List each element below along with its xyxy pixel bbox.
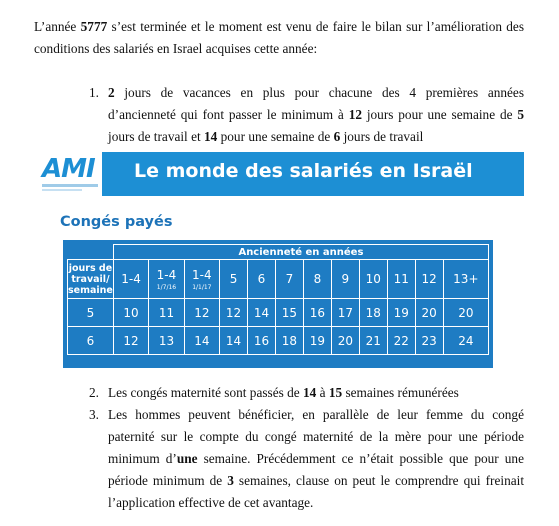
table-row xyxy=(68,299,489,327)
column-header: 1-4 1/1/17 xyxy=(184,260,219,299)
table-cell: 12 xyxy=(113,327,148,355)
column-header: 7 xyxy=(275,260,303,299)
table-cell: 14 xyxy=(184,327,219,355)
list-text: Les congés maternité sont passés de 14 à 15 semaines rémunérées xyxy=(108,385,459,400)
table-cell: 18 xyxy=(359,299,387,327)
row-label: 6 xyxy=(68,327,114,355)
table-header-title: Ancienneté en années xyxy=(113,245,488,260)
table-cell: 10 xyxy=(113,299,148,327)
table-cell: 15 xyxy=(275,299,303,327)
table-cell: 20 xyxy=(443,299,488,327)
row-label: 5 xyxy=(68,299,114,327)
table-cell: 11 xyxy=(149,299,184,327)
ami-banner xyxy=(34,152,524,196)
table-cell: 23 xyxy=(415,327,443,355)
table-cell: 17 xyxy=(331,299,359,327)
section-title: Congés payés xyxy=(60,214,173,230)
logo-decoration xyxy=(42,189,82,191)
list-text: 2 jours de vacances en plus pour chacune des 4 premières années d’ancienneté qui font passer le minimum à 12 jours pour une semaine de 5 jours de travail et 14 pour une semaine de 6 jours de travail xyxy=(108,85,524,144)
logo-decoration xyxy=(42,184,98,187)
column-header: 1-4 1/7/16 xyxy=(149,260,184,299)
table-cell: 19 xyxy=(387,299,415,327)
table-cell: 20 xyxy=(415,299,443,327)
table-cell: 18 xyxy=(275,327,303,355)
intro-text-end: s’est terminée et le moment est venu de faire le bilan sur l’amélioration des conditions des salariés en Israel acquises cette année: xyxy=(34,19,525,56)
logo-text: AMI xyxy=(42,154,95,184)
column-header: 11 xyxy=(387,260,415,299)
conges-table xyxy=(63,240,493,368)
table-cell: 16 xyxy=(303,299,331,327)
table-cell: 20 xyxy=(331,327,359,355)
intro-year: 5777 xyxy=(80,19,108,34)
ami-logo xyxy=(34,152,102,196)
column-header: 5 xyxy=(220,260,248,299)
column-header: 1-4 xyxy=(113,260,148,299)
column-header: 12 xyxy=(415,260,443,299)
list-item-1 xyxy=(89,82,524,148)
table-corner-label: jours de travail/ semaine xyxy=(68,260,114,299)
table-cell: 21 xyxy=(359,327,387,355)
table-cell: 13 xyxy=(149,327,184,355)
list-item-2 xyxy=(89,382,524,404)
list-number: 1. xyxy=(89,85,99,100)
table-cell: 22 xyxy=(387,327,415,355)
table-corner-blank xyxy=(68,245,114,260)
table-cell: 16 xyxy=(248,327,276,355)
column-header: 10 xyxy=(359,260,387,299)
table-cell: 12 xyxy=(184,299,219,327)
table-cell: 14 xyxy=(248,299,276,327)
table-cell: 24 xyxy=(443,327,488,355)
table-cell: 12 xyxy=(220,299,248,327)
table-row xyxy=(68,327,489,355)
conges-table-grid xyxy=(67,244,489,355)
list-number: 2. xyxy=(89,385,99,400)
table-cell: 19 xyxy=(303,327,331,355)
intro-paragraph xyxy=(34,16,524,60)
column-header: 9 xyxy=(331,260,359,299)
intro-text: L’année xyxy=(34,19,81,34)
list-item-3 xyxy=(89,404,524,514)
banner-title: Le monde des salariés en Israël xyxy=(134,160,473,182)
column-header: 6 xyxy=(248,260,276,299)
list-text: Les hommes peuvent bénéficier, en parallèle de leur femme du congé paternité sur le compte du congé maternité de la mère pour une période minimum d’une semaine. Précédemment ce n’était possible que pour une période minimum de 3 semaines, clause on peut le comprendre qui freinait l’application effective de cet avantage. xyxy=(108,407,525,510)
column-header: 8 xyxy=(303,260,331,299)
column-header: 13+ xyxy=(443,260,488,299)
list-number: 3. xyxy=(89,407,99,422)
table-cell: 14 xyxy=(220,327,248,355)
